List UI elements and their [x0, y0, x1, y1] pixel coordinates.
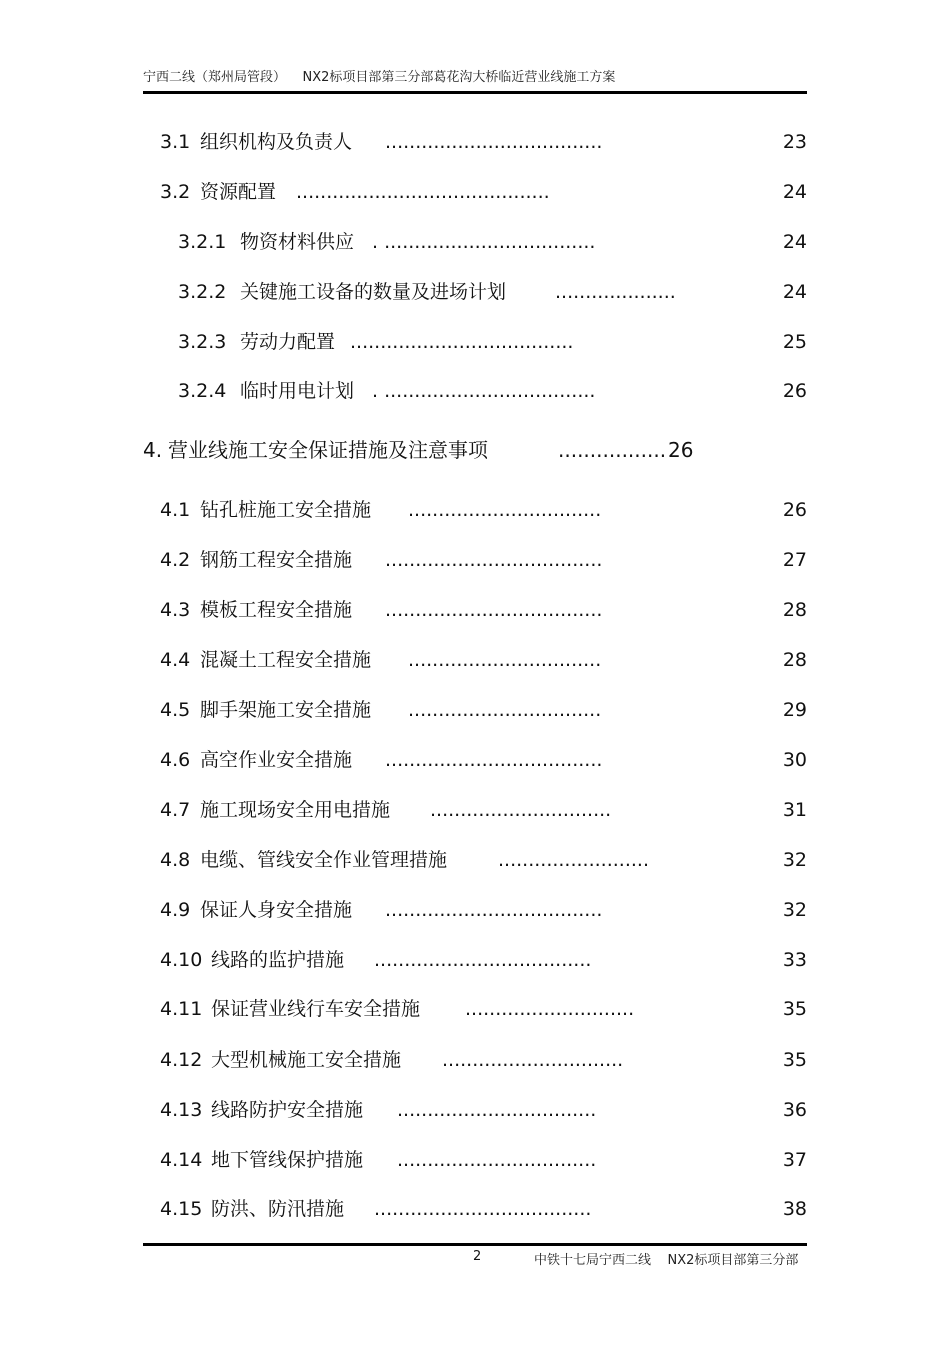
toc-page: 35 — [782, 998, 807, 1020]
toc-leader: ................................ — [408, 649, 602, 671]
toc-title: 钢筋工程安全措施 — [200, 549, 353, 571]
toc-page: 32 — [782, 899, 807, 921]
toc-page: 28 — [782, 599, 807, 621]
footer-divider — [143, 1243, 807, 1246]
toc-title: 关键施工设备的数量及进场计划 — [240, 281, 507, 303]
toc-page: 25 — [782, 331, 807, 353]
toc-leader: ................................. — [397, 1099, 597, 1121]
toc-leader: .................................... — [385, 549, 603, 571]
toc-leader: .................................... — [385, 599, 603, 621]
toc-title: 防洪、防汛措施 — [211, 1198, 345, 1220]
toc-entry-4-8 — [0, 845, 950, 875]
toc-entry-4-14 — [0, 1145, 950, 1175]
footer-page-number: 2 — [473, 1249, 482, 1264]
toc-page: 36 — [782, 1099, 807, 1121]
toc-leader: .............................. — [430, 799, 612, 821]
toc-number: 4.7 — [160, 799, 191, 821]
page-footer: 中铁十七局宁西二线 NX2标项目部第三分部 — [534, 1253, 799, 1268]
toc-title: 保证人身安全措施 — [200, 899, 353, 921]
toc-number: 4.3 — [160, 599, 191, 621]
toc-page: 26 — [782, 499, 807, 521]
toc-number: 4.14 — [160, 1149, 203, 1171]
toc-entry-4-3 — [0, 595, 950, 625]
toc-entry-4 — [0, 435, 950, 465]
toc-number: 4.5 — [160, 699, 191, 721]
toc-number: 3.2.1 — [178, 231, 227, 253]
toc-number: 3.2.3 — [178, 331, 227, 353]
toc-number: 3.2.4 — [178, 380, 227, 402]
toc-leader: .................................... — [374, 949, 592, 971]
toc-leader: ..................................... — [350, 331, 574, 353]
toc-leader: .................... — [555, 281, 676, 303]
toc-number: 4.13 — [160, 1099, 203, 1121]
toc-entry-4-5 — [0, 695, 950, 725]
toc-page: 37 — [782, 1149, 807, 1171]
toc-title: 模板工程安全措施 — [200, 599, 353, 621]
toc-entry-4-13 — [0, 1095, 950, 1125]
toc-title: 营业线施工安全保证措施及注意事项 — [168, 438, 488, 462]
toc-number: 4.12 — [160, 1049, 203, 1071]
toc-title: 临时用电计划 — [240, 380, 355, 402]
toc-page: 29 — [782, 699, 807, 721]
toc-number: 4.4 — [160, 649, 191, 671]
toc-title: 劳动力配置 — [240, 331, 336, 353]
toc-number: 4.8 — [160, 849, 191, 871]
toc-title: 高空作业安全措施 — [200, 749, 353, 771]
header-divider — [143, 91, 807, 94]
toc-page: 33 — [782, 949, 807, 971]
toc-entry-4-9 — [0, 895, 950, 925]
toc-entry-4-12 — [0, 1045, 950, 1075]
toc-page: 32 — [782, 849, 807, 871]
toc-title: 电缆、管线安全作业管理措施 — [200, 849, 448, 871]
toc-leader: ................................ — [408, 699, 602, 721]
toc-entry-3-2-3 — [0, 327, 950, 357]
toc-leader: ................. — [558, 438, 667, 462]
toc-entry-4-15 — [0, 1194, 950, 1224]
toc-title: 混凝土工程安全措施 — [200, 649, 372, 671]
toc-entry-3-2 — [0, 177, 950, 207]
toc-title: 脚手架施工安全措施 — [200, 699, 372, 721]
toc-number: 4.11 — [160, 998, 203, 1020]
toc-page: 23 — [782, 131, 807, 153]
toc-title: 施工现场安全用电措施 — [200, 799, 391, 821]
toc-page: 38 — [782, 1198, 807, 1220]
toc-page: 27 — [782, 549, 807, 571]
toc-leader: ............................ — [465, 998, 635, 1020]
toc-leader: .................................... — [385, 749, 603, 771]
toc-entry-3-1 — [0, 127, 950, 157]
toc-number: 4.1 — [160, 499, 191, 521]
toc-page: 24 — [782, 181, 807, 203]
toc-entry-4-1 — [0, 495, 950, 525]
toc-number: 3.2.2 — [178, 281, 227, 303]
toc-leader: .................................... — [385, 131, 603, 153]
toc-entry-4-10 — [0, 945, 950, 975]
toc-number: 4.10 — [160, 949, 203, 971]
page-header: 宁西二线（郑州局管段） NX2标项目部第三分部葛花沟大桥临近营业线施工方案 — [143, 70, 616, 85]
toc-leader: . ................................... — [372, 380, 596, 402]
toc-title: 物资材料供应 — [240, 231, 355, 253]
toc-leader: ......................... — [498, 849, 649, 871]
toc-page: 30 — [782, 749, 807, 771]
toc-entry-4-6 — [0, 745, 950, 775]
toc-title: 钻孔桩施工安全措施 — [200, 499, 372, 521]
toc-leader: .................................... — [385, 899, 603, 921]
toc-number: 4.6 — [160, 749, 191, 771]
toc-leader: ................................. — [397, 1149, 597, 1171]
toc-page: 26 — [782, 380, 807, 402]
toc-title: 地下管线保护措施 — [211, 1149, 364, 1171]
toc-leader: .................................... — [374, 1198, 592, 1220]
toc-page: 26 — [668, 438, 694, 462]
toc-page: 31 — [782, 799, 807, 821]
toc-number: 4. — [143, 438, 163, 462]
toc-title: 大型机械施工安全措施 — [211, 1049, 402, 1071]
toc-title: 资源配置 — [200, 181, 277, 203]
toc-number: 3.2 — [160, 181, 191, 203]
toc-number: 3.1 — [160, 131, 191, 153]
toc-page: 35 — [782, 1049, 807, 1071]
toc-entry-4-2 — [0, 545, 950, 575]
toc-number: 4.2 — [160, 549, 191, 571]
toc-page: 24 — [782, 281, 807, 303]
toc-number: 4.15 — [160, 1198, 203, 1220]
toc-title: 保证营业线行车安全措施 — [211, 998, 421, 1020]
toc-entry-3-2-2 — [0, 277, 950, 307]
toc-entry-4-7 — [0, 795, 950, 825]
toc-entry-4-11 — [0, 994, 950, 1024]
toc-title: 组织机构及负责人 — [200, 131, 353, 153]
toc-page: 28 — [782, 649, 807, 671]
toc-page: 24 — [782, 231, 807, 253]
toc-entry-4-4 — [0, 645, 950, 675]
toc-title: 线路的监护措施 — [211, 949, 345, 971]
toc-leader: . ................................... — [372, 231, 596, 253]
toc-entry-3-2-4 — [0, 376, 950, 406]
toc-title: 线路防护安全措施 — [211, 1099, 364, 1121]
toc-entry-3-2-1 — [0, 227, 950, 257]
toc-leader: .......................................... — [296, 181, 550, 203]
toc-leader: .............................. — [442, 1049, 624, 1071]
toc-number: 4.9 — [160, 899, 191, 921]
toc-leader: ................................ — [408, 499, 602, 521]
